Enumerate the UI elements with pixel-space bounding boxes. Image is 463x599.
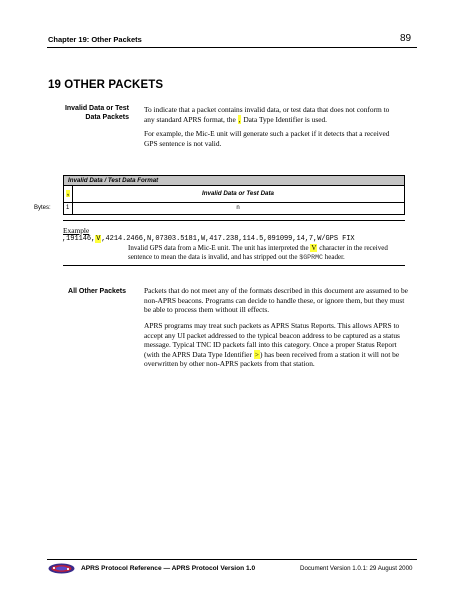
all-other-packets-label: All Other Packets <box>68 288 126 295</box>
status-reports-paragraph: APRS programs may treat such packets as APRS Status Reports. This allows APRS to accept any UI packet addressed to the typical beacon address to be captured as a status message. Typical TNC ID packets fall into this category. Once a proper Status Report (with the APRS Data Type Identifier >) has been received from a station it will not be overwritten by other non-APRS packets from that station. <box>144 321 400 369</box>
header-divider <box>47 47 417 48</box>
bytes-row <box>63 203 405 215</box>
data-type-identifier: , <box>67 190 69 197</box>
invalid-data-field: Invalid Data or Test Data <box>202 190 274 197</box>
format-table-header <box>63 175 405 186</box>
field-byte-count: n <box>236 205 240 211</box>
section-title: 19 OTHER PACKETS <box>48 79 164 91</box>
bytes-label: Bytes: <box>34 205 51 211</box>
footer-version: Document Version 1.0.1: 29 August 2000 <box>300 565 413 572</box>
chapter-header: Chapter 19: Other Packets <box>48 35 142 44</box>
id-byte-count: 1 <box>66 205 70 211</box>
invalid-data-example-paragraph: For example, the Mic-E unit will generate such a packet if it detects that a received GPS sentence is not valid. <box>144 129 390 148</box>
invalid-data-paragraph: To indicate that a packet contains invalid data, or test data that does not conform to any standard APRS format, the , Data Type Identifier is used. <box>144 105 390 124</box>
invalid-data-label: Invalid Data or Test Data Packets <box>64 105 129 121</box>
other-packets-paragraph: Packets that do not meet any of the formats described in this document are assumed to be non-APRS beacons. Programs can decide to handle these, or ignore them, but they must be able to process them without ill effects. <box>144 286 408 315</box>
format-table-title: Invalid Data / Test Data Format <box>68 177 159 184</box>
highlight-comma: , <box>238 114 241 124</box>
example-packet: ,191146,V,4214.2466,N,07303.5181,W,417.238,114.5,091099,14,7,W/GPS FIX <box>62 235 355 243</box>
page-number: 89 <box>400 33 412 44</box>
highlight-v: V <box>96 235 101 243</box>
highlight-v-caption: V <box>311 244 317 252</box>
footer-title: APRS Protocol Reference — APRS Protocol Version 1.0 <box>81 565 256 572</box>
example-label: Example <box>63 226 90 235</box>
highlight-gt: > <box>254 349 259 359</box>
format-table-row <box>63 186 405 203</box>
aprs-logo-icon <box>48 563 75 574</box>
footer-divider <box>47 559 417 560</box>
example-caption: Invalid GPS data from a Mic-E unit. The unit has interpreted the V character in the received sentence to mean the data is invalid, and has stripped out the $GPRMC header. <box>128 244 388 262</box>
